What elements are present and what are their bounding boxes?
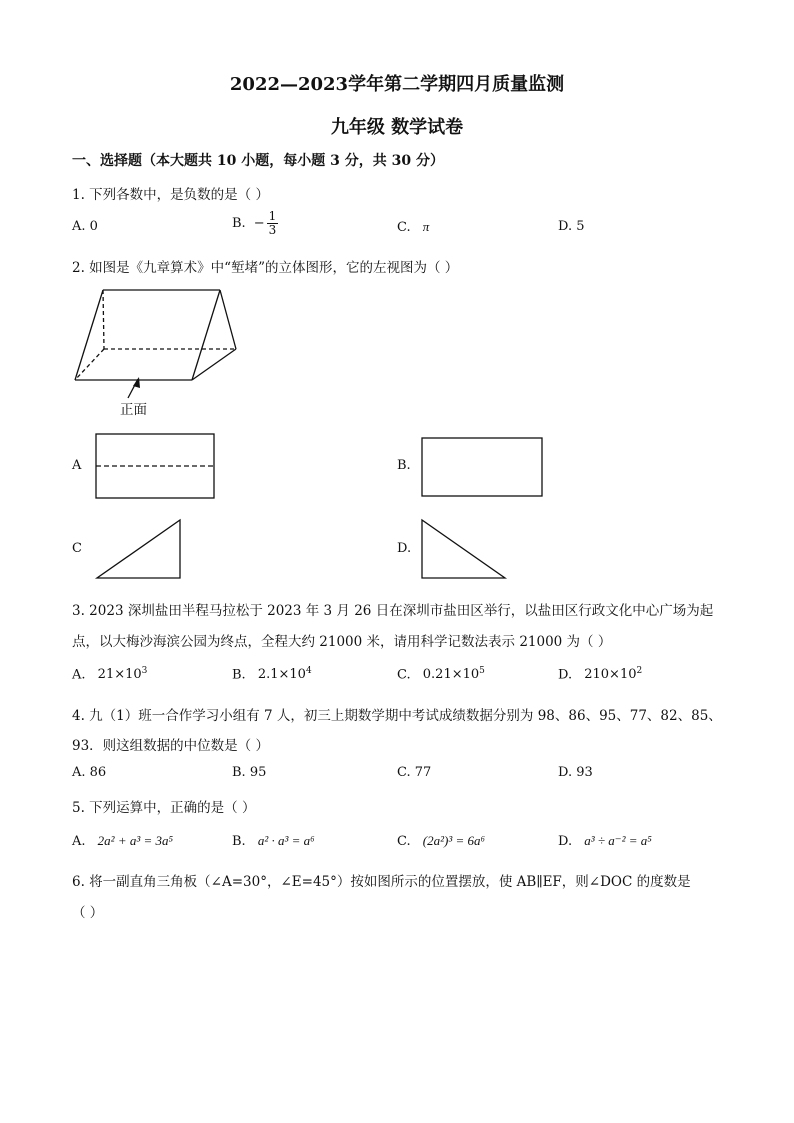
question-4-stem-line2: 93．则这组数据的中位数是（ ） — [72, 738, 269, 754]
q5-option-b-label: B. — [232, 834, 246, 849]
question-5-stem: 5. 下列运算中，正确的是（ ） — [72, 800, 256, 816]
q4-option-a: A. 86 — [72, 765, 107, 780]
q1-option-b-sign: − — [253, 216, 265, 231]
q3-option-a-exp: 3 — [141, 666, 148, 676]
q5-option-a-expr: 2a² + a³ = 3a⁵ — [97, 833, 174, 848]
q5-option-a-label: A. — [72, 834, 86, 849]
q5-option-d-expr: a³ ÷ a⁻² = a⁵ — [584, 833, 652, 848]
q3-option-c — [397, 666, 485, 682]
q5-option-c-expr: (2a²)³ = 6a⁶ — [422, 833, 486, 848]
q3-option-d-base: 210×10 — [584, 667, 637, 683]
q5-option-c-label: C. — [397, 834, 411, 849]
q1-option-b-numerator: 1 — [268, 209, 277, 223]
q3-option-a — [72, 666, 147, 682]
q3-option-d-exp: 2 — [636, 666, 643, 676]
q3-option-c-exp: 5 — [479, 666, 485, 676]
question-2-stem: 2. 如图是《九章算术》中“堑堵”的立体图形，它的左视图为（ ） — [72, 260, 459, 276]
q5-option-d — [558, 833, 652, 849]
question-6-stem-line2: （ ） — [72, 905, 104, 921]
q3-option-c-base: 0.21×10 — [422, 667, 480, 683]
question-6-stem-line1: 6. 将一副直角三角板（∠A=30°，∠E=45°）按如图所示的位置摆放，使 AB∥EF，则∠DOC 的度数是 — [72, 874, 691, 890]
q3-option-b-exp: 4 — [305, 666, 312, 676]
q4-option-c: C. 77 — [397, 765, 432, 780]
exam-subtitle: 九年级 数学试卷 — [330, 117, 464, 138]
exam-title: 2022—2023学年第二学期四月质量监测 — [229, 74, 565, 95]
question-3-stem-line2: 点，以大梅沙海滨公园为终点，全程大约 21000 米，请用科学记数法表示 21000 为（ ） — [72, 634, 612, 650]
q3-option-d — [558, 666, 642, 682]
q1-option-c-label: C. — [397, 220, 411, 235]
q5-option-b-expr: a² · a³ = a⁶ — [257, 833, 315, 848]
q5-option-a — [72, 833, 173, 849]
q2-option-c-label: C — [72, 541, 82, 556]
q1-option-c-value: π — [422, 219, 430, 234]
q5-option-b — [232, 833, 315, 849]
q2-option-d-label: D. — [397, 541, 412, 556]
q1-option-a: A. 0 — [72, 219, 98, 234]
section-heading: 一、选择题（本大题共 10 小题，每小题 3 分，共 30 分） — [72, 153, 444, 169]
q5-option-d-label: D. — [558, 834, 573, 849]
q3-option-b-label: B. — [232, 667, 246, 683]
q3-option-b — [232, 666, 312, 682]
q4-option-b: B. 95 — [232, 765, 267, 780]
q3-option-c-label: C. — [397, 667, 411, 683]
q1-option-b-label: B. — [232, 216, 246, 231]
q3-option-d-label: D. — [558, 667, 573, 683]
q3-option-a-base: 21×10 — [97, 667, 142, 683]
q2-option-a-label: A — [72, 458, 82, 473]
q1-option-b-denominator: 3 — [268, 223, 277, 237]
q4-option-d: D. 93 — [558, 765, 593, 780]
q2-front-label: 正面 — [120, 402, 147, 418]
q3-option-a-label: A. — [72, 667, 86, 683]
q2-option-b-label: B. — [397, 458, 411, 473]
q3-option-b-base: 2.1×10 — [257, 667, 306, 683]
question-4-stem-line1: 4. 九（1）班一合作学习小组有 7 人，初三上期数学期中考试成绩数据分别为 98、86、95、77、82、85、 — [72, 708, 722, 724]
q5-option-c — [397, 833, 485, 849]
question-1-stem: 1. 下列各数中，是负数的是（ ） — [72, 187, 269, 203]
question-3-stem-line1: 3. 2023 深圳盐田半程马拉松于 2023 年 3 月 26 日在深圳市盐田区举行，以盐田区行政文化中心广场为起 — [72, 603, 714, 619]
q1-option-d: D. 5 — [558, 219, 585, 234]
